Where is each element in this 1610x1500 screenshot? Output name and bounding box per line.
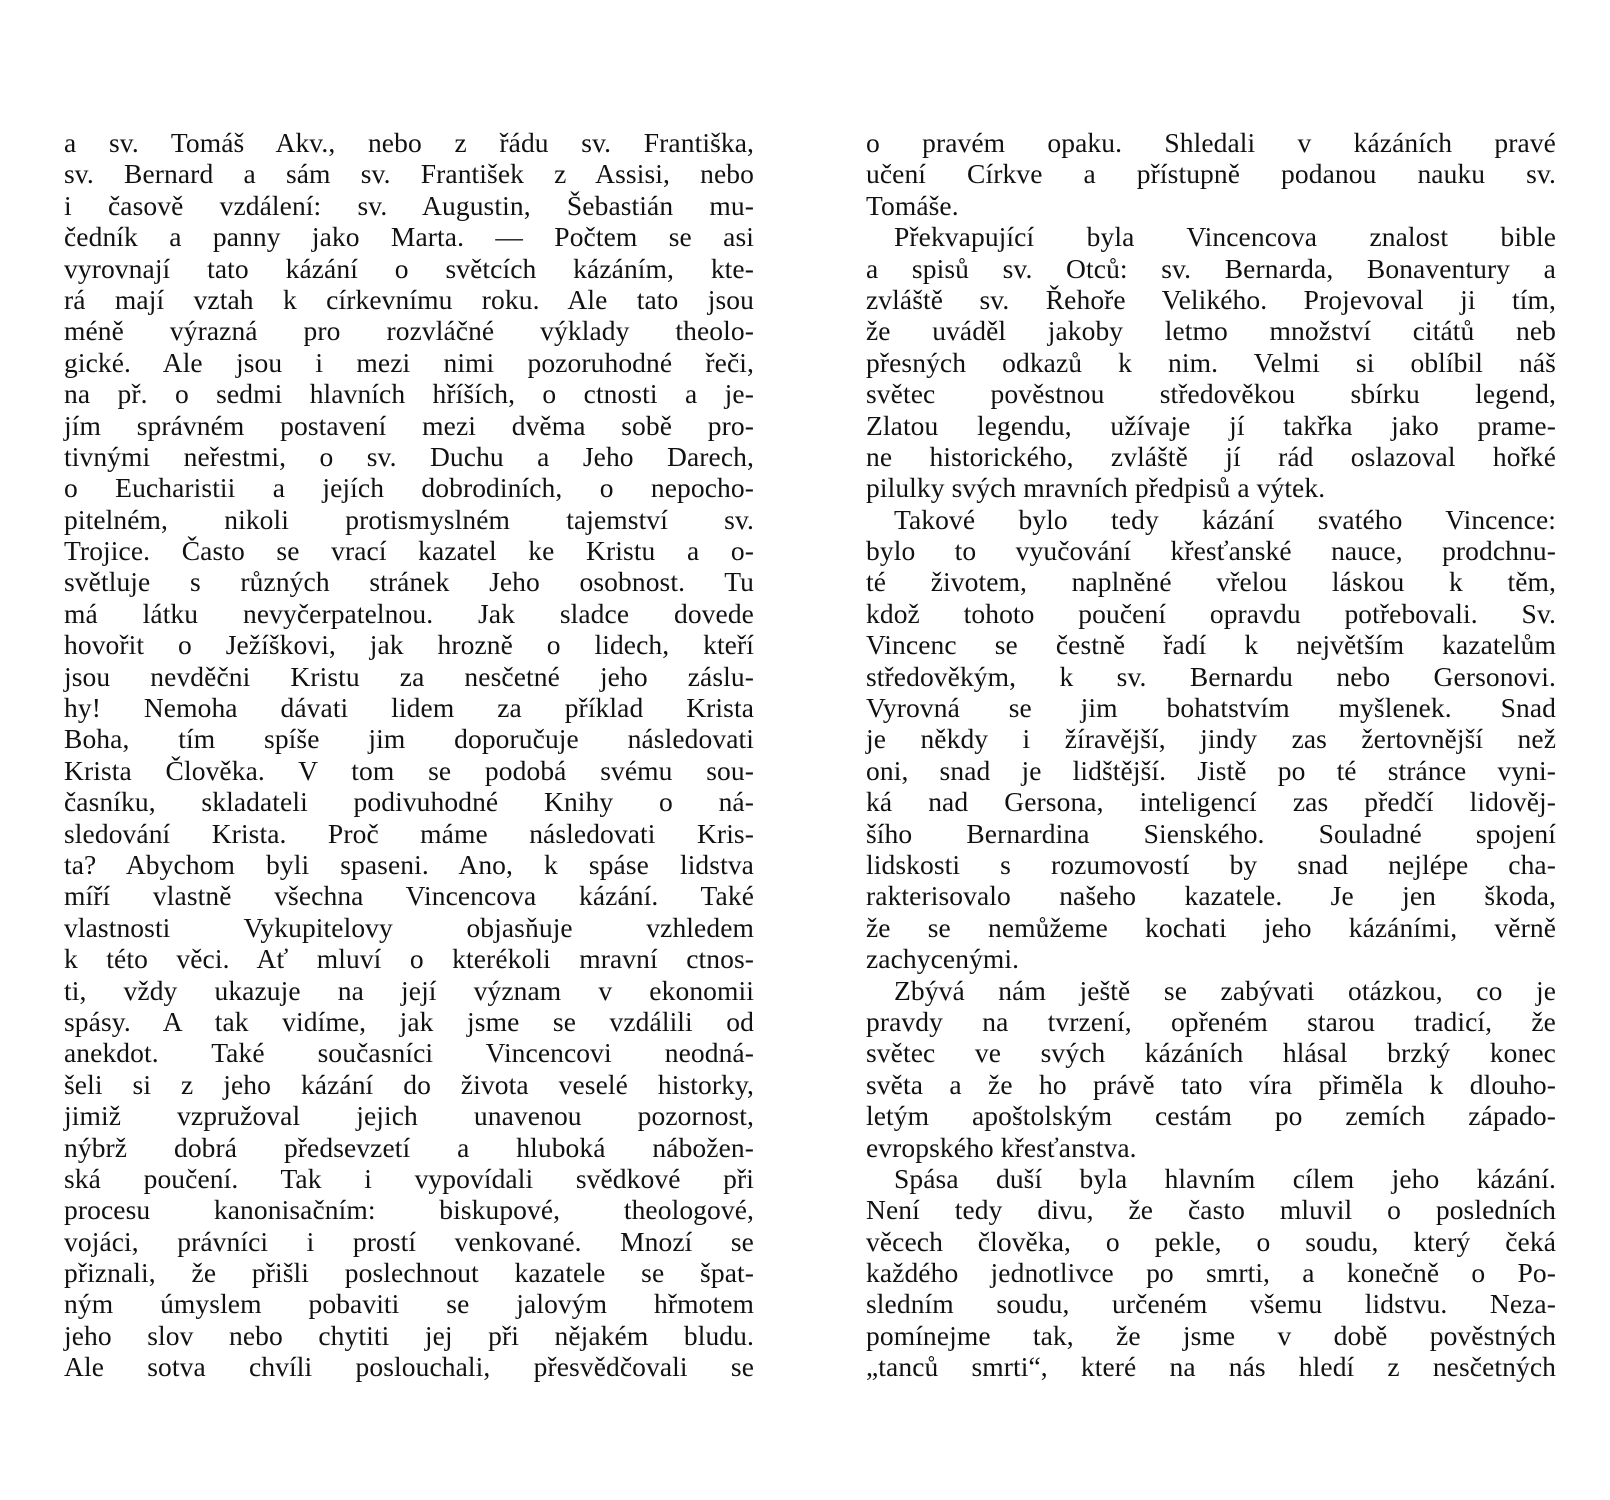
right-page-text-line: světa a že ho právě tato víra přiměla k dlouho- [866, 1068, 1556, 1100]
right-page-text-line: zvláště sv. Řehoře Velikého. Projevoval ji tím, [866, 283, 1556, 315]
left-page-text-line: méně výrazná pro rozvláčné výklady theolo- [64, 315, 754, 347]
right-page-text-line: ne historického, zvláště jí rád oslazoval hořké [866, 440, 1556, 472]
left-page-text-line: hovořit o Ježíškovi, jak hrozně o lidech, kteří [64, 629, 754, 661]
left-page-text-line: sledování Krista. Proč máme následovati Kris- [64, 817, 754, 849]
right-page-text-line: Spása duší byla hlavním cílem jeho kázání. [894, 1162, 1556, 1194]
right-page-text-line: rakterisovalo našeho kazatele. Je jen škoda, [866, 880, 1556, 912]
left-page-text-line: Krista Člověka. V tom se podobá svému sou- [64, 754, 754, 786]
right-page-text-line: světec ve svých kázáních hlásal brzký konec [866, 1037, 1556, 1069]
right-page-text-column [866, 127, 1556, 1383]
right-page-text-line: světec pověstnou středověkou sbírku legend, [866, 378, 1556, 410]
left-page-text-line: procesu kanonisačním: biskupové, theologové, [64, 1194, 754, 1226]
left-page-text-line: tivnými neřestmi, o sv. Duchu a Jeho Darech, [64, 440, 754, 472]
right-page-text-line: ká nad Gersona, inteligencí zas předčí lidověj- [866, 786, 1556, 818]
right-page-text-line: Tomáše. [866, 189, 959, 221]
right-page-text-line: Takové bylo tedy kázání svatého Vincence: [894, 503, 1556, 535]
left-page-text-line: má látku nevyčerpatelnou. Jak sladce dovede [64, 597, 754, 629]
left-page-text-line: ta? Abychom byli spaseni. Ano, k spáse lidstva [64, 848, 754, 880]
right-page-text-line: evropského křesťanstva. [866, 1131, 1137, 1163]
right-page-text-line: kdož tohoto poučení opravdu potřebovali. Sv. [866, 597, 1556, 629]
left-page-text-line: Boha, tím spíše jim doporučuje následovati [64, 723, 754, 755]
left-page-text-line: spásy. A tak vidíme, jak jsme se vzdálili od [64, 1005, 754, 1037]
right-page-text-line: o pravém opaku. Shledali v kázáních pravé [866, 127, 1556, 158]
left-page-text-line: vyrovnají tato kázání o světcích kázáním, kte- [64, 252, 754, 284]
left-page-text-line: časníku, skladateli podivuhodné Knihy o ná- [64, 786, 754, 818]
left-page-text-line: čedník a panny jako Marta. — Počtem se asi [64, 221, 754, 253]
left-page-text-line: anekdot. Také současníci Vincencovi neodná- [64, 1037, 754, 1069]
right-page-text-line: Není tedy divu, že často mluvil o posledních [866, 1194, 1556, 1226]
left-page-text-line: hy! Nemoha dávati lidem za příklad Krista [64, 692, 754, 724]
right-page-text-line: pravdy na tvrzení, opřeném starou tradicí, že [866, 1005, 1556, 1037]
left-page-text-line: pitelném, nikoli protismyslném tajemství sv. [64, 503, 754, 535]
left-page-text-line: rá mají vztah k církevnímu roku. Ale tato jsou [64, 283, 754, 315]
right-page-text-line: pomínejme tak, že jsme v době pověstných [866, 1319, 1556, 1351]
right-page-text-line: že se nemůžeme kochati jeho kázáními, věrně [866, 911, 1556, 943]
right-page-text-line: bylo to vyučování křesťanské nauce, prodchnu- [866, 535, 1556, 567]
left-page-text-line: Ale sotva chvíli poslouchali, přesvědčovali se [64, 1351, 754, 1383]
left-page-text-line: míří vlastně všechna Vincencova kázání. Také [64, 880, 754, 912]
right-page-text-line: zachycenými. [866, 943, 1020, 975]
right-page-text-line: Vincenc se čestně řadí k největším kazatelům [866, 629, 1556, 661]
left-page-text-line: ti, vždy ukazuje na její význam v ekonomii [64, 974, 754, 1006]
left-page-text-line: ská poučení. Tak i vypovídali svědkové při [64, 1162, 754, 1194]
left-page-text-line: na př. o sedmi hlavních hříších, o ctnosti a je- [64, 378, 754, 410]
right-page-text-line: každého jednotlivce po smrti, a konečně o Po- [866, 1257, 1556, 1289]
left-page-text-line: vojáci, právníci i prostí venkované. Mnozí se [64, 1225, 754, 1257]
left-page-text-line: gické. Ale jsou i mezi nimi pozoruhodné řeči, [64, 346, 754, 378]
left-page-text-column [64, 127, 754, 1383]
left-page-text-line: jsou nevděčni Kristu za nesčetné jeho záslu- [64, 660, 754, 692]
right-page-text-line: „tanců smrti“, které na nás hledí z nesčetných [866, 1351, 1556, 1383]
left-page-text-line: jím správném postavení mezi dvěma sobě pro- [64, 409, 754, 441]
left-page-text-line: a sv. Tomáš Akv., nebo z řádu sv. Františka, [64, 127, 754, 158]
right-page-text-line: Zlatou legendu, užívaje jí takřka jako prame- [866, 409, 1556, 441]
right-page-text-line: sledním soudu, určeném všemu lidstvu. Neza- [866, 1288, 1556, 1320]
right-page-text-line: té životem, naplněné vřelou láskou k těm, [866, 566, 1556, 598]
right-page-text-line: pilulky svých mravních předpisů a výtek. [866, 472, 1326, 504]
right-page-text-line: a spisů sv. Otců: sv. Bernarda, Bonaventury a [866, 252, 1556, 284]
right-page-text-line: že uváděl jakoby letmo množství citátů neb [866, 315, 1556, 347]
right-page-text-line: letým apoštolským cestám po zemích západo- [866, 1100, 1556, 1132]
left-page-text-line: i časově vzdálení: sv. Augustin, Šebastián mu- [64, 189, 754, 221]
right-page-text-line: učení Církve a přístupně podanou nauku sv. [866, 158, 1556, 190]
right-page-text-line: lidskosti s rozumovostí by snad nejlépe cha- [866, 848, 1556, 880]
left-page-text-line: ným úmyslem pobaviti se jalovým hřmotem [64, 1288, 754, 1320]
left-page-text-line: k této věci. Ať mluví o kterékoli mravní ctnos- [64, 943, 754, 975]
left-page-text-line: světluje s různých stránek Jeho osobnost. Tu [64, 566, 754, 598]
right-page-text-line: Vyrovná se jim bohatstvím myšlenek. Snad [866, 692, 1556, 724]
left-page-text-line: Trojice. Často se vrací kazatel ke Kristu a o- [64, 535, 754, 567]
left-page-text-line: nýbrž dobrá předsevzetí a hluboká nábožen- [64, 1131, 754, 1163]
right-page-text-line: Překvapující byla Vincencova znalost bible [894, 221, 1556, 253]
left-page-text-line: sv. Bernard a sám sv. František z Assisi, nebo [64, 158, 754, 190]
right-page-text-line: přesných odkazů k nim. Velmi si oblíbil náš [866, 346, 1556, 378]
right-page-text-line: je někdy i žíravější, jindy zas žertovnější než [866, 723, 1556, 755]
right-page-text-line: středověkým, k sv. Bernardu nebo Gersonovi. [866, 660, 1556, 692]
right-page-text-line: Zbývá nám ještě se zabývati otázkou, co je [894, 974, 1556, 1006]
right-page-text-line: věcech člověka, o pekle, o soudu, který čeká [866, 1225, 1556, 1257]
left-page-text-line: o Eucharistii a jejích dobrodiních, o nepocho- [64, 472, 754, 504]
left-page-text-line: šeli si z jeho kázání do života veselé historky, [64, 1068, 754, 1100]
left-page-text-line: vlastnosti Vykupitelovy objasňuje vzhledem [64, 911, 754, 943]
left-page-text-line: jeho slov nebo chytiti jej při nějakém bludu. [64, 1319, 754, 1351]
left-page-text-line: přiznali, že přišli poslechnout kazatele se špat- [64, 1257, 754, 1289]
right-page-text-line: šího Bernardina Sienského. Souladné spojení [866, 817, 1556, 849]
right-page-text-line: oni, snad je lidštější. Jistě po té stránce vyni- [866, 754, 1556, 786]
left-page-text-line: jimiž vzpružoval jejich unavenou pozornost, [64, 1100, 754, 1132]
